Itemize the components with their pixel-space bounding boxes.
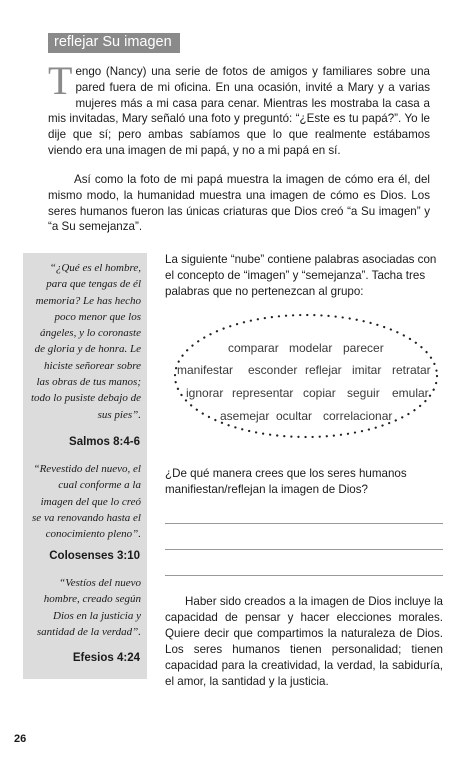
activity-instructions: La siguiente “nube” contiene palabras asociadas con el concepto de “imagen” y “semejanza”. Tacha tres palabras que no pertenezcan al grupo: [165, 253, 437, 298]
closing-paragraph: Haber sido creados a la imagen de Dios incluye la capacidad de pensar y hacer elecciones morales. Quiere decir que compartimos la naturaleza de Dios. Los seres humanos tienen personalidad; tienen capacidad para la creatividad, la verdad, la sabiduría, el amor, la santidad y la justicia. [165, 595, 443, 688]
scripture-quote-3: “Vestíos del nuevo hombre, creado según Dios en la justicia y santidad de la verdad”. [36, 577, 141, 638]
scripture-quote-1: “¿Qué es el hombre, para que tengas de él memoria? Le has hecho poco menor que los ángeles, y lo coronaste de gloria y de honra. Le hiciste señorear sobre las obras de tus manos; todo lo pusiste debajo de sus pies”. [31, 262, 141, 421]
page-number: 26 [14, 733, 27, 745]
cloud-word[interactable]: manifestar [177, 363, 234, 377]
cloud-word[interactable]: retratar [392, 363, 431, 377]
answer-line[interactable] [165, 523, 443, 524]
scripture-ref-2: Colosenses 3:10 [49, 550, 140, 562]
cloud-word[interactable]: copiar [303, 386, 336, 400]
cloud-word[interactable]: correlacionar [323, 409, 393, 423]
cloud-word[interactable]: esconder [248, 363, 298, 377]
drop-cap: T [48, 58, 73, 103]
intro-paragraph-2: Así como la foto de mi papá muestra la imagen de cómo era él, del mismo modo, la humanidad muestra una imagen de cómo es Dios. Los seres humanos fueron las únicas criaturas que Dios creó “a Su imagen” y “a Su semejanza”. [48, 173, 430, 234]
intro-paragraph-1 [48, 58, 430, 159]
scripture-quote-2: “Revestido del nuevo, el cual conforme a la imagen del que lo creó se va renovando hasta el conocimiento pleno”. [32, 463, 141, 541]
cloud-word[interactable]: asemejar [220, 409, 270, 423]
answer-line[interactable] [165, 575, 443, 576]
cloud-word[interactable]: imitar [352, 363, 382, 377]
section-header-title: reflejar Su imagen [54, 34, 172, 50]
answer-line[interactable] [165, 549, 443, 550]
scripture-ref-3: Efesios 4:24 [72, 652, 140, 664]
cloud-word[interactable]: emular [392, 386, 429, 400]
cloud-word[interactable]: seguir [347, 386, 380, 400]
cloud-word[interactable]: parecer [343, 341, 384, 355]
cloud-word[interactable]: modelar [289, 341, 333, 355]
word-cloud [172, 312, 440, 440]
cloud-word[interactable]: ignorar [186, 386, 224, 400]
scripture-ref-1: Salmos 8:4-6 [69, 436, 140, 448]
cloud-word[interactable]: reflejar [305, 363, 342, 377]
reflection-question: ¿De qué manera crees que los seres humanos manifiestan/reflejan la imagen de Dios? [165, 467, 407, 496]
cloud-word[interactable]: representar [232, 386, 294, 400]
cloud-word[interactable]: ocultar [276, 409, 313, 423]
intro-paragraph-1-text: engo (Nancy) una serie de fotos de amigos y familiares sobre una pared fuera de mi oficina. En una ocasión, invité a Mary y a varias mujeres más a mi casa para cenar. Mientras les mostraba la casa a mis invitadas, Mary señaló una foto y preguntó: “¿Este es tu papá?”. Yo le dije que sí; pero ambas sabíamos que lo que realmente estábamos viendo era una imagen de mi papá, y no a mi papá en sí. [48, 65, 430, 157]
cloud-word[interactable]: comparar [228, 341, 279, 355]
